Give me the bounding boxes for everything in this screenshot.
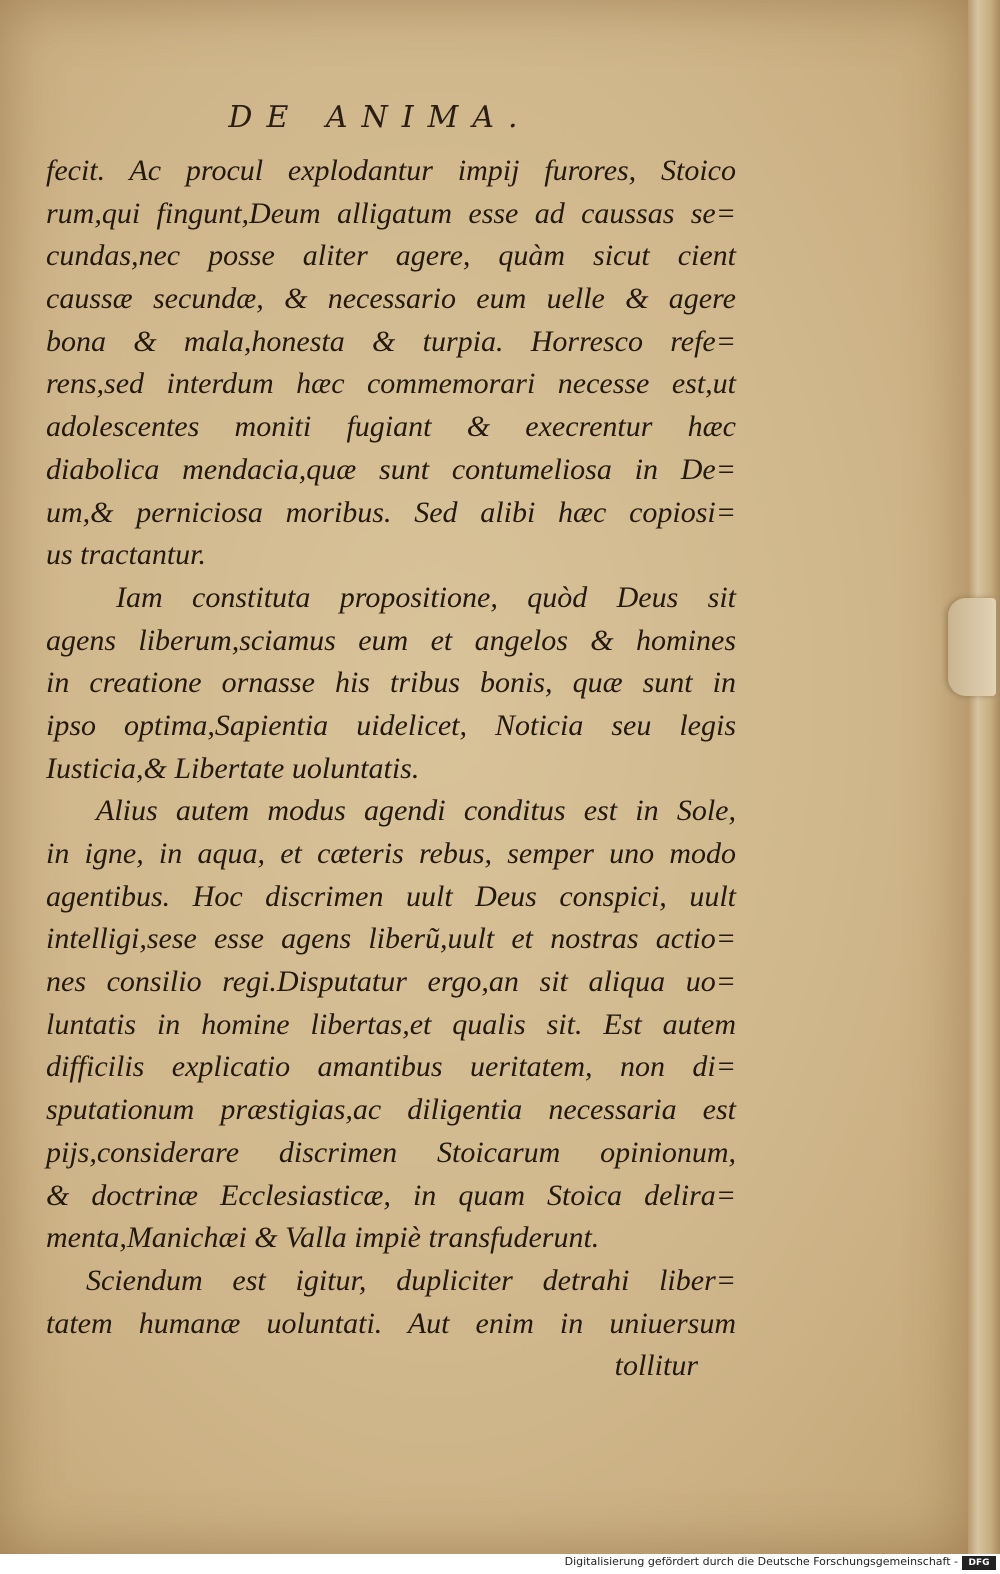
text-line: bona & mala,honesta & turpia. Horresco refe= xyxy=(46,324,736,358)
text-line: ipso optima,Sapientia uidelicet, Noticia seu legis xyxy=(46,708,736,742)
text-line: nes consilio regi.Disputatur ergo,an sit aliqua uo= xyxy=(46,965,736,999)
text-line: diabolica mendacia,quæ sunt contumeliosa in De= xyxy=(46,452,736,486)
text-line: menta,Manichæi & Valla impiè transfuderunt. xyxy=(46,1221,600,1255)
text-line: & doctrinæ Ecclesiasticæ, in quam Stoica delira= xyxy=(46,1178,736,1212)
text-line: Alius autem modus agendi conditus est in Sole, xyxy=(96,794,736,828)
catchword: tollitur xyxy=(614,1349,698,1383)
text-line: Iam constituta propositione, quòd Deus sit xyxy=(116,580,736,614)
text-line: agentibus. Hoc discrimen uult Deus conspici, uult xyxy=(46,879,736,913)
text-line: Sciendum est igitur, dupliciter detrahi liber= xyxy=(86,1263,736,1297)
text-line: rens,sed interdum hæc commemorari necesse est,ut xyxy=(46,367,736,401)
dfg-logo: DFG xyxy=(962,1556,996,1570)
text-line: fecit. Ac procul explodantur impij furores, Stoico xyxy=(46,154,736,187)
text-line: difficilis explicatio amantibus ueritatem, non di= xyxy=(46,1050,736,1084)
text-line: in igne, in aqua, et cæteris rebus, semper uno modo xyxy=(46,837,736,870)
text-line: caussæ secundæ, & necessario eum uelle & agere xyxy=(46,282,736,316)
page-tab xyxy=(948,598,996,696)
text-line: luntatis in homine libertas,et qualis sit. Est autem xyxy=(46,1007,736,1041)
text-line: cundas,nec posse aliter agere, quàm sicut cient xyxy=(46,239,736,273)
text-line: rum,qui fingunt,Deum alligatum esse ad caussas se= xyxy=(46,196,736,230)
footer-credit: Digitalisierung gefördert durch die Deutsche Forschungsgemeinschaft - xyxy=(564,1555,958,1568)
text-line: pijs,considerare discrimen Stoicarum opinionum, xyxy=(46,1135,736,1169)
text-line: sputationum præstigias,ac diligentia necessaria est xyxy=(46,1093,736,1127)
body-text xyxy=(46,150,736,1388)
text-line: adolescentes moniti fugiant & execrentur hæc xyxy=(46,410,736,444)
text-line: agens liberum,sciamus eum et angelos & homines xyxy=(46,623,736,657)
page-edge xyxy=(968,0,1000,1554)
text-line: tatem humanæ uoluntati. Aut enim in uniuersum xyxy=(46,1306,736,1340)
text-line: intelligi,sese esse agens liberũ,uult et nostras actio= xyxy=(46,922,736,956)
text-line: in creatione ornasse his tribus bonis, quæ sunt in xyxy=(46,666,736,700)
text-line: Iusticia,& Libertate uoluntatis. xyxy=(46,751,420,785)
text-line: um,& perniciosa moribus. Sed alibi hæc copiosi= xyxy=(46,495,736,529)
running-head: DE ANIMA. xyxy=(228,100,532,135)
text-line: us tractantur. xyxy=(46,538,207,572)
